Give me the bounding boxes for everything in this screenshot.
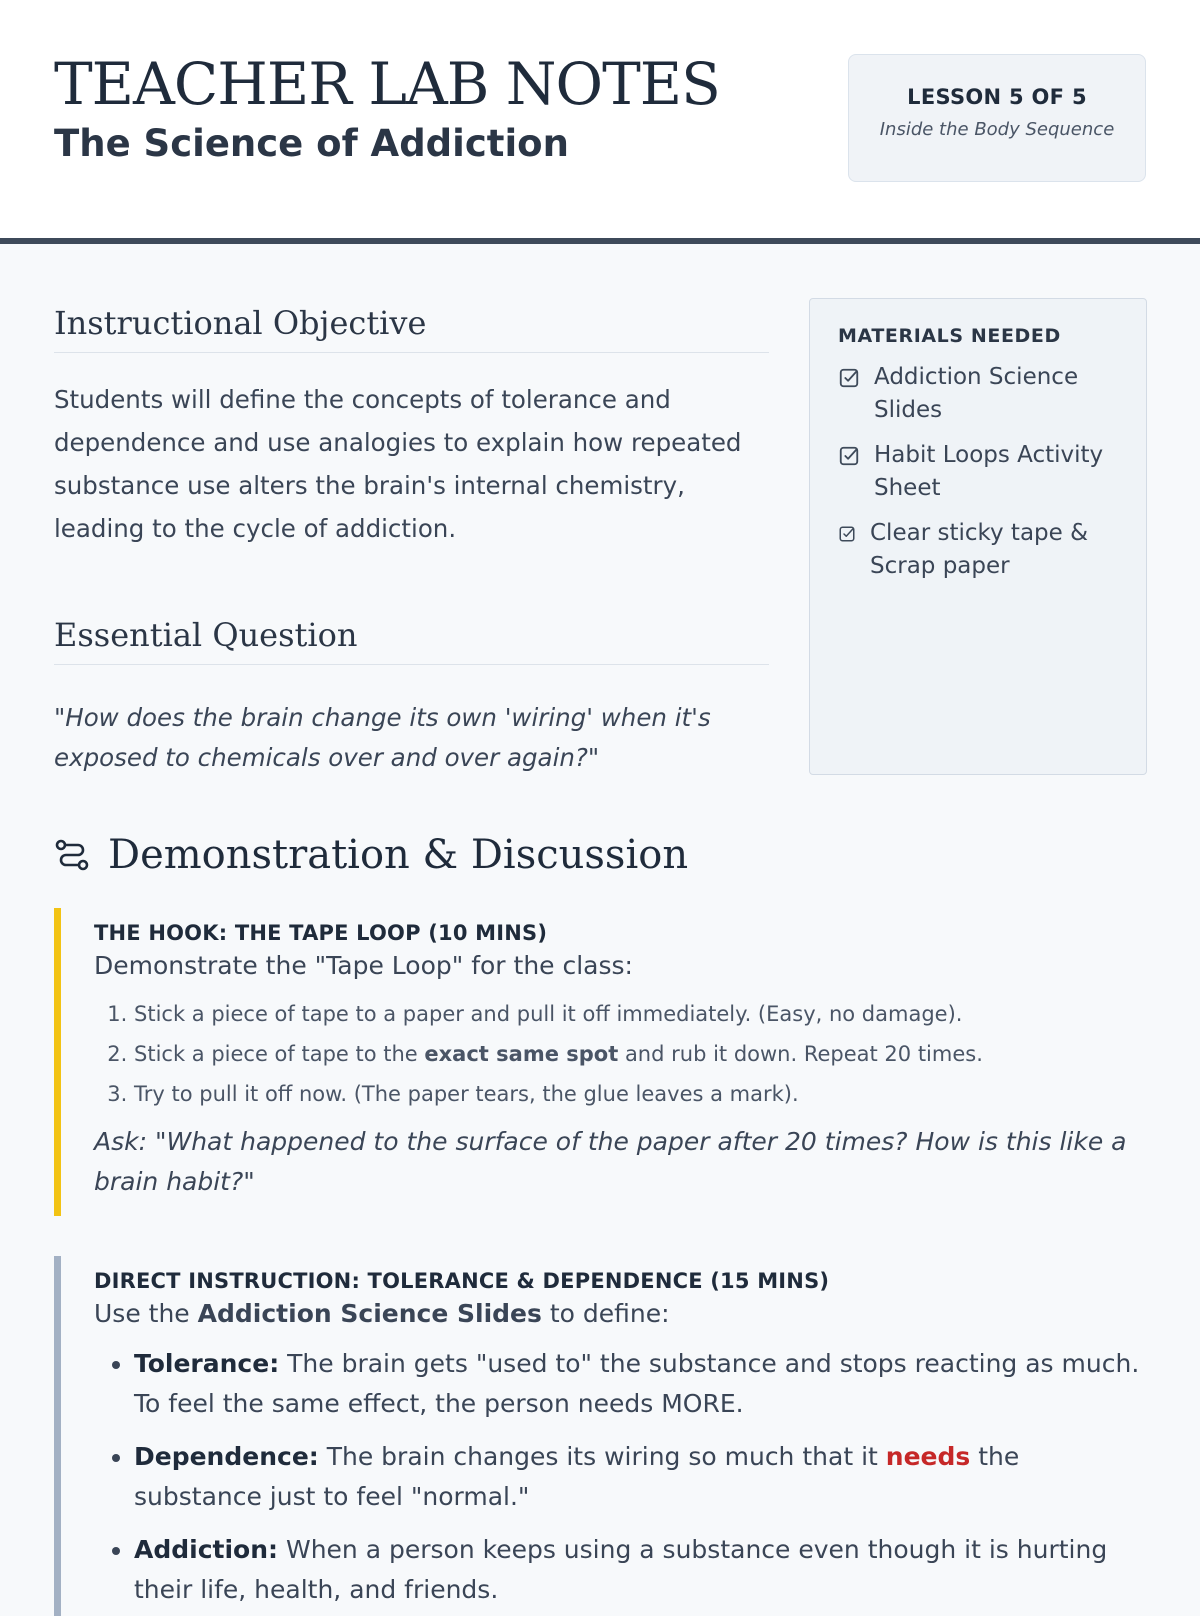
direct-instruction-block [54, 1256, 1148, 1616]
lesson-badge [848, 54, 1146, 182]
direct-instruction-intro [94, 1299, 1148, 1328]
check-square-icon [838, 525, 856, 543]
route-icon [54, 837, 90, 873]
essential-question-text: "How does the brain change its own 'wiring' when it's exposed to chemicals over and over again?" [54, 703, 711, 772]
material-item [838, 439, 1120, 505]
check-square-icon [838, 367, 860, 389]
term: Addiction: [134, 1535, 279, 1564]
material-item [838, 361, 1120, 427]
material-label: Habit Loops Activity Sheet [874, 442, 1104, 501]
term: Tolerance: [134, 1349, 280, 1378]
demonstration-heading [54, 832, 688, 878]
direct-instruction-title: DIRECT INSTRUCTION: TOLERANCE & DEPENDENCE (15 MINS) [94, 1269, 830, 1293]
step-item [134, 1034, 1148, 1074]
material-label: Clear sticky tape & Scrap paper [870, 520, 1089, 579]
intro-text: to define: [541, 1299, 670, 1328]
material-label: Addiction Science Slides [874, 364, 1079, 423]
hook-ask-question: Ask: "What happened to the surface of the paper after 20 times? How is this like a brain habit?" [94, 1127, 1127, 1196]
intro-emphasis: Addiction Science Slides [197, 1299, 542, 1328]
hook-title: THE HOOK: THE TAPE LOOP (10 MINS) [94, 921, 548, 945]
definition: The brain gets "used to" the substance and stops reacting as much. To feel the same effect, the person needs MORE. [134, 1349, 1140, 1418]
step-item [134, 1074, 1148, 1114]
definition: When a person keeps using a substance even though it is hurting their life, health, and friends. [134, 1535, 1108, 1604]
step-text: Try to pull it off now. (The paper tears, the glue leaves a mark). [134, 1082, 799, 1106]
definition-addiction [134, 1530, 1148, 1610]
definition: The brain changes its wiring so much that it [318, 1442, 886, 1471]
materials-title: MATERIALS NEEDED [838, 325, 1061, 347]
definition-dependence [134, 1437, 1148, 1517]
lesson-subtitle: The Science of Addiction [54, 122, 569, 165]
hook-intro: Demonstrate the "Tape Loop" for the class: [94, 951, 633, 980]
objective-text: Students will define the concepts of tolerance and dependence and use analogies to explain how repeated substance use alters the brain's internal chemistry, leading to the cycle of addiction. [54, 385, 742, 543]
materials-list [838, 361, 1120, 583]
page-header [0, 0, 1200, 244]
sequence-name: Inside the Body Sequence [879, 119, 1115, 140]
definition-tolerance [134, 1344, 1148, 1424]
essential-question-heading: Essential Question [54, 616, 769, 665]
check-square-icon [838, 445, 860, 467]
document-title: TEACHER LAB NOTES [54, 50, 720, 118]
objective-heading: Instructional Objective [54, 304, 769, 353]
hook-block [54, 908, 1148, 1216]
material-item [838, 517, 1120, 583]
step-text: and rub it down. Repeat 20 times. [618, 1042, 983, 1066]
intro-text: Use the [94, 1299, 198, 1328]
materials-panel [809, 298, 1147, 775]
definitions-list [94, 1344, 1148, 1610]
step-emphasis: exact same spot [424, 1042, 619, 1066]
step-text: Stick a piece of tape to the [134, 1042, 425, 1066]
lesson-number: LESSON 5 OF 5 [907, 85, 1087, 109]
step-item [134, 994, 1148, 1034]
term: Dependence: [134, 1442, 319, 1471]
hook-steps [94, 994, 1148, 1114]
demonstration-title: Demonstration & Discussion [108, 832, 689, 878]
definition: the substance just to feel "normal." [134, 1442, 1020, 1511]
step-text: Stick a piece of tape to a paper and pull it off immediately. (Easy, no damage). [134, 1002, 963, 1026]
definition-emphasis: needs [885, 1442, 971, 1471]
